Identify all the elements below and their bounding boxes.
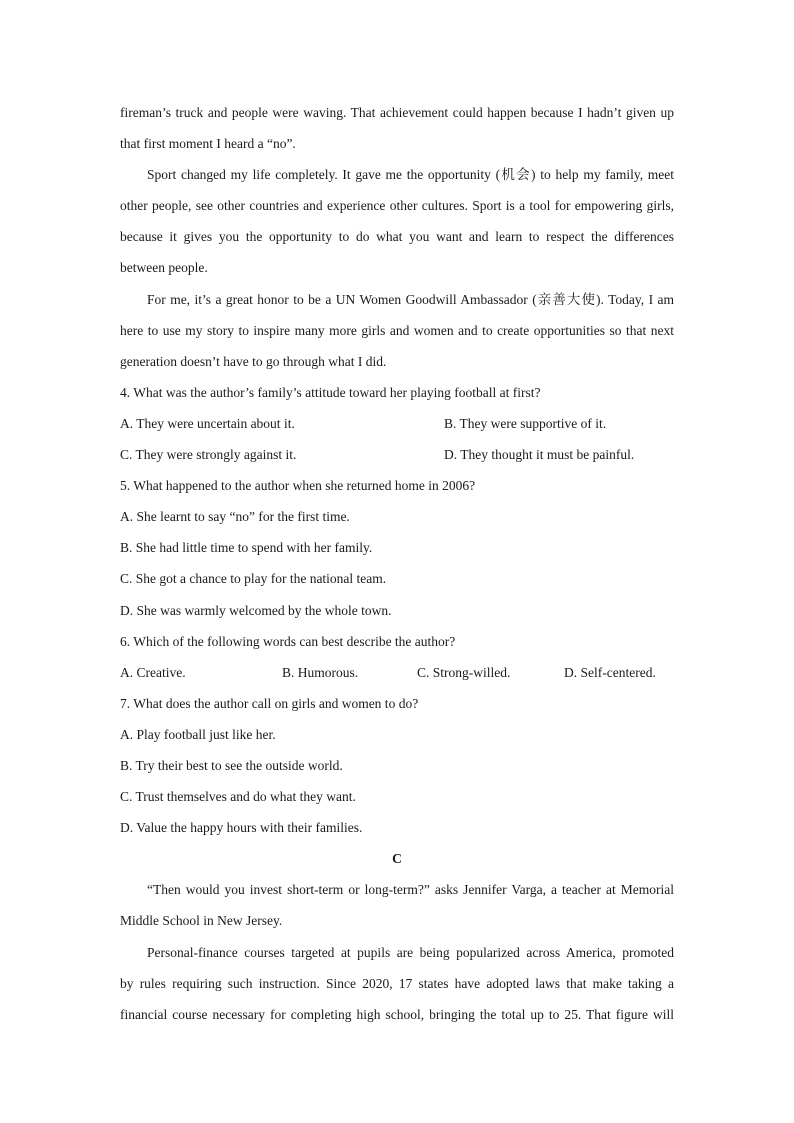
passage-b-paragraph-2 <box>120 159 674 283</box>
option-a: A. She learnt to say “no” for the first time. <box>120 509 350 525</box>
option-d: D. Self-centered. <box>564 664 656 680</box>
question-5 <box>120 470 674 625</box>
option-c: C. She got a chance to play for the national team. <box>120 571 387 587</box>
options-row <box>120 657 674 688</box>
question-stem: 7. What does the author call on girls and women to do? <box>120 695 419 711</box>
option-c: C. Strong-willed. <box>417 664 511 680</box>
page-content <box>120 97 674 1030</box>
option-c: C. Trust themselves and do what they want. <box>120 789 356 805</box>
option-d: D. They thought it must be painful. <box>444 447 635 463</box>
passage-b-paragraph-1 <box>120 97 674 159</box>
text-line: “Then would you invest short-term or long-term?” asks Jennifer Varga, a teacher at Memorial <box>147 882 674 898</box>
text-line: here to use my story to inspire many more girls and women and to create opportunities so that next <box>120 322 674 338</box>
passage-c-paragraph-1 <box>120 874 674 936</box>
text-line: because it gives you the opportunity to do what you want and learn to respect the differences <box>120 229 674 245</box>
section-heading: C <box>392 851 402 867</box>
question-stem: 4. What was the author’s family’s attitude toward her playing football at first? <box>120 384 541 400</box>
question-stem: 6. Which of the following words can best describe the author? <box>120 633 456 649</box>
question-stem: 5. What happened to the author when she returned home in 2006? <box>120 478 476 494</box>
options-row <box>120 439 674 470</box>
option-d: D. Value the happy hours with their families. <box>120 820 363 836</box>
text-line: between people. <box>120 260 208 276</box>
text-line: generation doesn’t have to go through what I did. <box>120 353 387 369</box>
passage-b-paragraph-3 <box>120 284 674 377</box>
option-b: B. Humorous. <box>282 664 359 680</box>
option-b: B. She had little time to spend with her family. <box>120 540 373 556</box>
text-line: financial course necessary for completing high school, bringing the total up to 25. That figure will <box>120 1006 674 1022</box>
text-line: Sport changed my life completely. It gave me the opportunity (机会) to help my family, meet <box>147 167 674 183</box>
question-7 <box>120 688 674 843</box>
text-line: by rules requiring such instruction. Since 2020, 17 states have adopted laws that make taking a <box>120 975 674 991</box>
text-line: other people, see other countries and experience other cultures. Sport is a tool for empowering girls, <box>120 198 674 214</box>
text-line: fireman’s truck and people were waving. That achievement could happen because I hadn’t given up <box>120 105 674 120</box>
text-line: For me, it’s a great honor to be a UN Women Goodwill Ambassador (亲善大使). Today, I am <box>147 291 674 307</box>
option-c: C. They were strongly against it. <box>120 447 297 463</box>
option-b: B. They were supportive of it. <box>444 415 607 431</box>
question-6 <box>120 626 674 688</box>
text-line: Middle School in New Jersey. <box>120 913 283 929</box>
option-a: A. Creative. <box>120 664 186 680</box>
text-line: that first moment I heard a “no”. <box>120 136 296 152</box>
option-a: A. Play football just like her. <box>120 726 276 742</box>
option-a: A. They were uncertain about it. <box>120 415 295 431</box>
options-row <box>120 408 674 439</box>
option-b: B. Try their best to see the outside world. <box>120 757 343 773</box>
option-d: D. She was warmly welcomed by the whole town. <box>120 602 392 618</box>
text-line: Personal-finance courses targeted at pupils are being popularized across America, promoted <box>147 944 674 960</box>
question-4 <box>120 377 674 470</box>
passage-c-paragraph-2 <box>120 937 674 1030</box>
